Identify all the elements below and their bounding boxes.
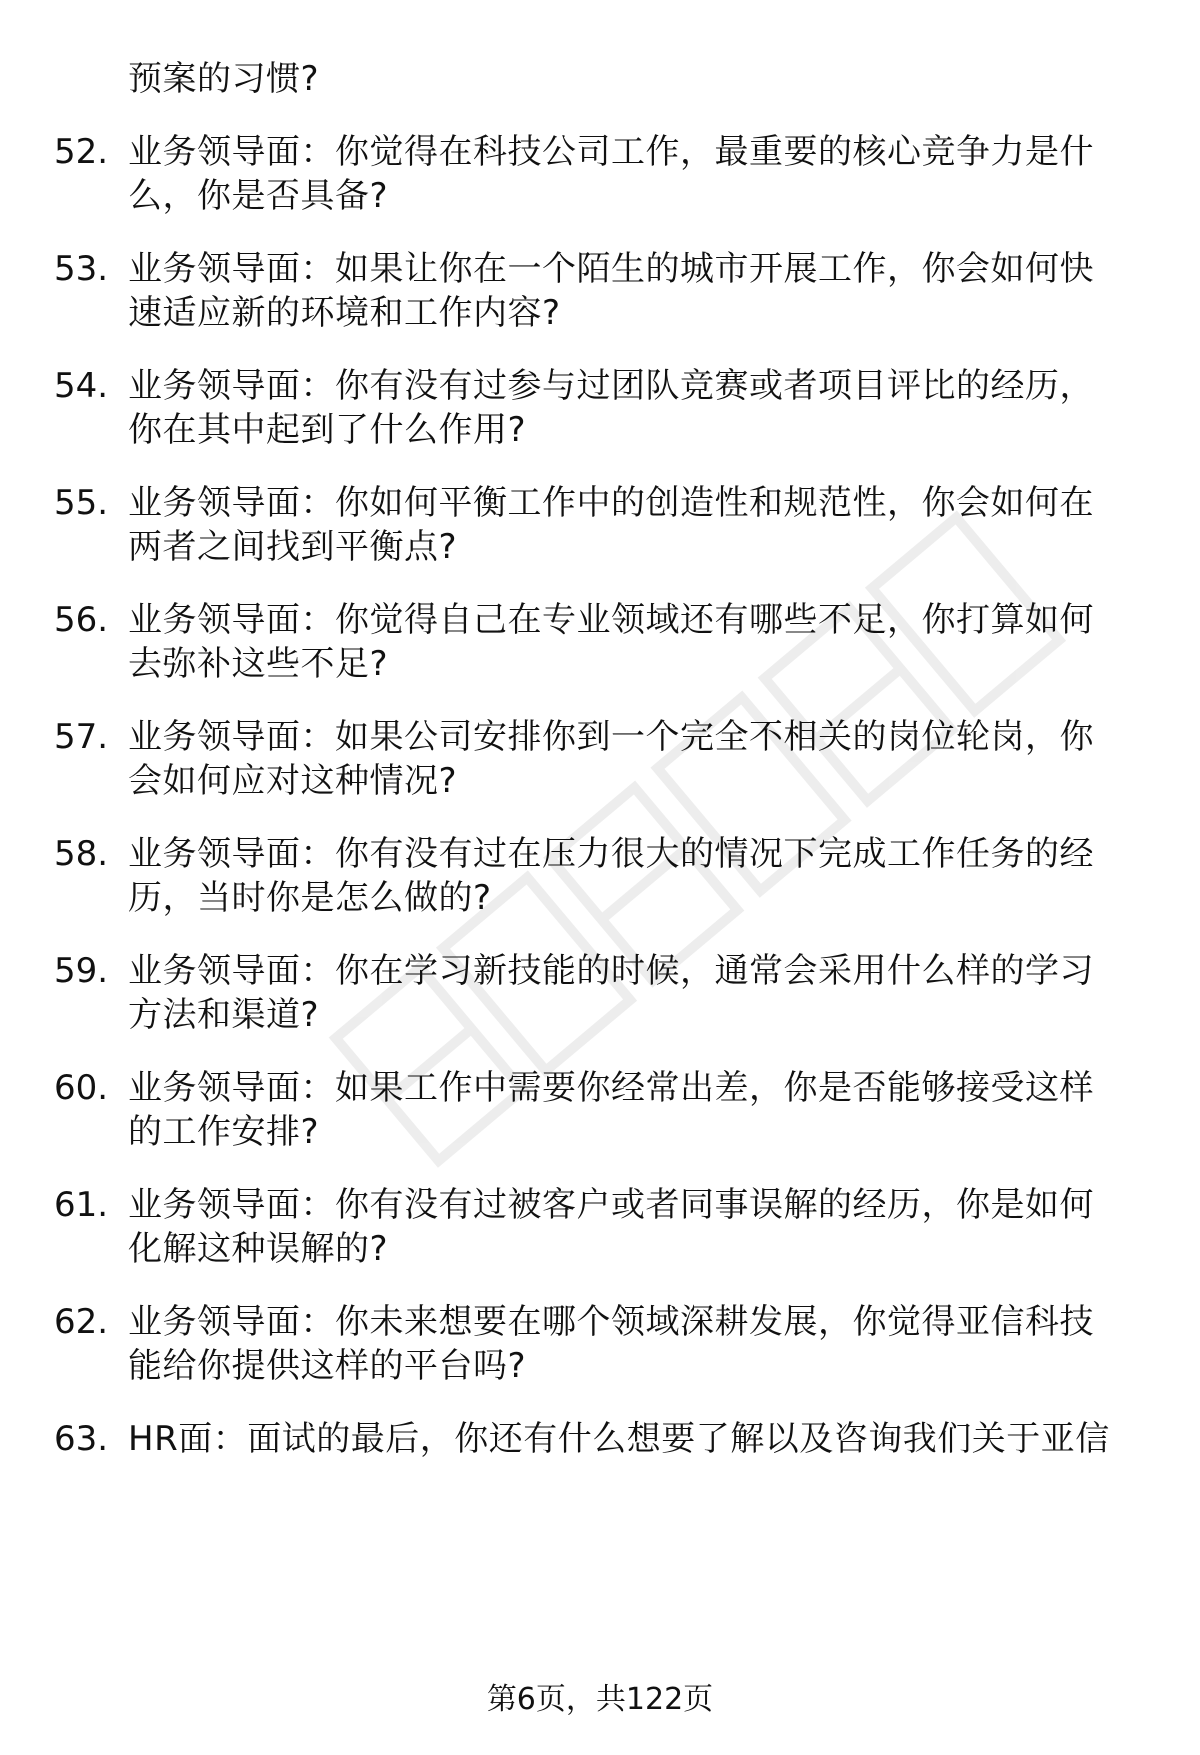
question-text-line: 方法和渠道? bbox=[128, 995, 320, 1035]
question-number: 59. bbox=[54, 951, 109, 991]
question-number: 53. bbox=[54, 249, 109, 289]
question-text-line: 业务领导面：你有没有过被客户或者同事误解的经历，你是如何 bbox=[128, 1185, 1094, 1225]
continuation-line: 预案的习惯? bbox=[128, 59, 320, 99]
page-footer: 第6页，共122页 bbox=[486, 1682, 714, 1717]
question-number: 61. bbox=[54, 1185, 109, 1225]
question-text-line: 业务领导面：你有没有过参与过团队竞赛或者项目评比的经历， bbox=[128, 366, 1094, 406]
question-number: 63. bbox=[54, 1419, 109, 1459]
question-number: 56. bbox=[54, 600, 109, 640]
question-text-line: 业务领导面：你觉得在科技公司工作，最重要的核心竞争力是什 bbox=[128, 132, 1094, 172]
question-text-line: 去弥补这些不足? bbox=[128, 644, 389, 684]
question-text-line: 么，你是否具备? bbox=[128, 176, 389, 216]
question-number: 60. bbox=[54, 1068, 109, 1108]
question-text-line: 化解这种误解的? bbox=[128, 1229, 389, 1269]
question-text-line: HR面：面试的最后，你还有什么想要了解以及咨询我们关于亚信 bbox=[128, 1419, 1110, 1459]
question-number: 54. bbox=[54, 366, 109, 406]
question-text-line: 业务领导面：你觉得自己在专业领域还有哪些不足，你打算如何 bbox=[128, 600, 1094, 640]
question-number: 55. bbox=[54, 483, 109, 523]
question-text-line: 业务领导面：你有没有过在压力很大的情况下完成工作任务的经 bbox=[128, 834, 1094, 874]
question-number: 52. bbox=[54, 132, 109, 172]
question-text-line: 你在其中起到了什么作用? bbox=[128, 410, 527, 450]
question-number: 62. bbox=[54, 1302, 109, 1342]
question-text-line: 业务领导面：你在学习新技能的时候，通常会采用什么样的学习 bbox=[128, 951, 1094, 991]
question-text-line: 历，当时你是怎么做的? bbox=[128, 878, 492, 918]
question-text-line: 业务领导面：你如何平衡工作中的创造性和规范性，你会如何在 bbox=[128, 483, 1094, 523]
question-text-line: 会如何应对这种情况? bbox=[128, 761, 458, 801]
question-number: 58. bbox=[54, 834, 109, 874]
question-text-line: 的工作安排? bbox=[128, 1112, 320, 1152]
question-text-line: 能给你提供这样的平台吗? bbox=[128, 1346, 527, 1386]
question-text-line: 两者之间找到平衡点? bbox=[128, 527, 458, 567]
question-text-line: 业务领导面：如果工作中需要你经常出差，你是否能够接受这样 bbox=[128, 1068, 1094, 1108]
question-number: 57. bbox=[54, 717, 109, 757]
question-text-line: 业务领导面：如果公司安排你到一个完全不相关的岗位轮岗，你 bbox=[128, 717, 1094, 757]
question-text-line: 业务领导面：如果让你在一个陌生的城市开展工作，你会如何快 bbox=[128, 249, 1094, 289]
question-text-line: 业务领导面：你未来想要在哪个领域深耕发展，你觉得亚信科技 bbox=[128, 1302, 1094, 1342]
question-text-line: 速适应新的环境和工作内容? bbox=[128, 293, 561, 333]
